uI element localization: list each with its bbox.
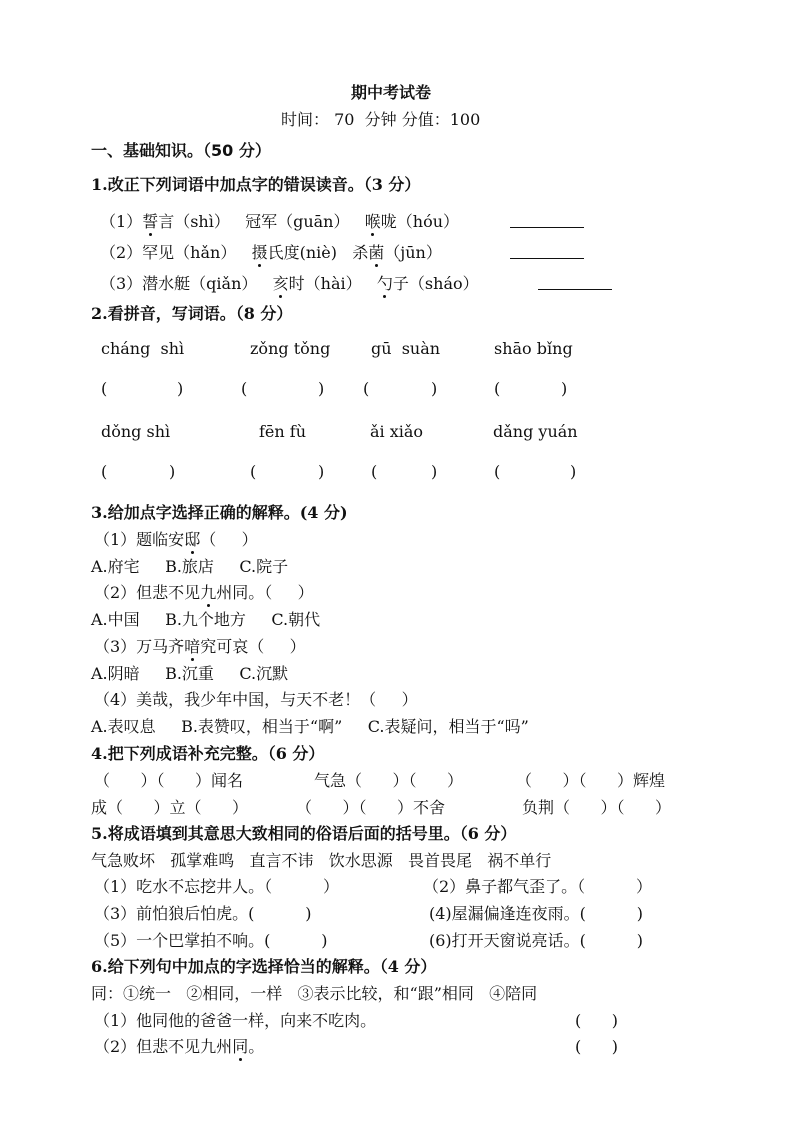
- q1-answer-blank-2[interactable]: [510, 243, 584, 264]
- q3-options-4: A.表叹息 B.表赞叹，相当于“啊” C.表疑问，相当于“吗”: [91, 717, 529, 736]
- q3-sentence-3: （3）万马齐喑究可哀（ ）: [94, 637, 306, 656]
- pinyin: fēn fù: [259, 422, 307, 441]
- q1-answer-blank-1[interactable]: [510, 212, 584, 233]
- q1-answer-blank-3[interactable]: [538, 274, 612, 295]
- pinyin: gū suàn: [371, 339, 441, 358]
- q1-row-2: （2）罕见（hǎn） 摄氏度(niè) 杀菌（jūn）: [100, 243, 442, 262]
- idiom-blank[interactable]: （ ）（ ）闻名: [94, 771, 244, 790]
- q3-options-3: A.阴暗 B.沉重 C.沉默: [91, 664, 289, 683]
- answer-paren[interactable]: ( ): [575, 1011, 618, 1030]
- q5-item[interactable]: （2）鼻子都气歪了。（ ）: [423, 877, 653, 896]
- q6-sentence-2: （2）但悲不见九州同。: [94, 1037, 265, 1056]
- q5-item[interactable]: (4)屋漏偏逢连夜雨。( ): [429, 904, 644, 923]
- answer-paren-close[interactable]: ): [570, 462, 577, 481]
- pinyin: zǒng tǒng: [250, 339, 331, 358]
- q3-heading: 3.给加点字选择正确的解释。(4 分): [91, 503, 348, 522]
- answer-paren-open[interactable]: (: [101, 379, 108, 398]
- answer-paren-close[interactable]: ): [177, 379, 184, 398]
- idiom-blank[interactable]: （ ）（ ）辉煌: [516, 771, 666, 790]
- dotted-char: 誓: [142, 212, 159, 231]
- q6-options: 同：①统一 ②相同，一样 ③表示比较，和“跟”相同 ④陪同: [91, 984, 538, 1003]
- answer-paren-close[interactable]: ): [318, 379, 325, 398]
- dotted-char: 喑: [184, 637, 201, 656]
- q1-heading: 1.改正下列词语中加点字的错误读音。（3 分）: [91, 175, 421, 194]
- q5-item[interactable]: （3）前怕狼后怕虎。( ): [94, 904, 312, 923]
- answer-paren-open[interactable]: (: [494, 462, 501, 481]
- idiom-blank[interactable]: 负荆（ ）（ ）: [522, 798, 672, 817]
- dotted-char: 亥: [272, 274, 289, 293]
- answer-paren-open[interactable]: (: [101, 462, 108, 481]
- part1-heading: 一、基础知识。（50 分）: [91, 141, 271, 160]
- pinyin: dǒng shì: [101, 422, 171, 441]
- dotted-char: 菌: [368, 243, 385, 262]
- dotted-char: 邸: [184, 530, 201, 549]
- idiom-blank[interactable]: 气急（ ）（ ）: [314, 771, 464, 790]
- dotted-char: 摄: [251, 243, 268, 262]
- answer-paren-close[interactable]: ): [318, 462, 325, 481]
- pinyin: cháng shì: [101, 339, 185, 358]
- q6-sentence-1: （1）他同他的爸爸一样，向来不吃肉。: [94, 1011, 377, 1030]
- q5-heading: 5.将成语填到其意思大致相同的俗语后面的括号里。（6 分）: [91, 824, 517, 843]
- q3-options-2: A.中国 B.九个地方 C.朝代: [91, 610, 321, 629]
- q4-heading: 4.把下列成语补充完整。（6 分）: [91, 744, 325, 763]
- answer-paren[interactable]: ( ): [575, 1037, 618, 1056]
- q3-sentence-2: （2）但悲不见九州同。（ ）: [94, 583, 314, 602]
- pinyin: shāo bǐng: [494, 339, 573, 358]
- answer-paren-close[interactable]: ): [561, 379, 568, 398]
- dotted-char: 勺: [376, 274, 393, 293]
- answer-paren-close[interactable]: ): [431, 462, 438, 481]
- q1-row-3: （3）潜水艇（qiǎn） 亥时（hài） 勺子（sháo）: [100, 274, 479, 293]
- q3-sentence-1: （1）题临安邸（ ）: [94, 530, 258, 549]
- page-title: 期中考试卷: [351, 83, 432, 102]
- idiom-blank[interactable]: 成（ ）立（ ）: [91, 798, 249, 817]
- dotted-char: 九: [200, 583, 217, 602]
- q5-item[interactable]: （1）吃水不忘挖井人。（ ）: [94, 877, 340, 896]
- q1-row-1: （1）誓言（shì） 冠军（guān） 喉咙（hóu）: [100, 212, 460, 231]
- pinyin: ǎi xiǎo: [370, 422, 424, 441]
- answer-paren-close[interactable]: ): [431, 379, 438, 398]
- answer-paren-open[interactable]: (: [241, 379, 248, 398]
- idiom-list: 气急败坏 孤掌难鸣 直言不讳 饮水思源 畏首畏尾 祸不单行: [91, 851, 552, 870]
- dotted-char: 喉: [364, 212, 381, 231]
- answer-paren-open[interactable]: (: [494, 379, 501, 398]
- pinyin: dǎng yuán: [493, 422, 578, 441]
- answer-paren-open[interactable]: (: [363, 379, 370, 398]
- answer-paren-close[interactable]: ): [169, 462, 176, 481]
- idiom-blank[interactable]: （ ）（ ）不舍: [296, 798, 446, 817]
- q3-options-1: A.府宅 B.旅店 C.院子: [91, 557, 289, 576]
- exam-meta: 时间： 70 分钟 分值：100: [281, 110, 481, 129]
- dotted-char: 同: [232, 1037, 249, 1056]
- q3-sentence-4: （4）美哉，我少年中国，与天不老！（ ）: [94, 690, 418, 709]
- q6-heading: 6.给下列句中加点的字选择恰当的解释。（4 分）: [91, 957, 437, 976]
- q2-heading: 2.看拼音，写词语。（8 分）: [91, 304, 293, 323]
- q5-item[interactable]: （5）一个巴掌拍不响。( ): [94, 931, 328, 950]
- answer-paren-open[interactable]: (: [371, 462, 378, 481]
- q5-item[interactable]: (6)打开天窗说亮话。( ): [429, 931, 644, 950]
- answer-paren-open[interactable]: (: [250, 462, 257, 481]
